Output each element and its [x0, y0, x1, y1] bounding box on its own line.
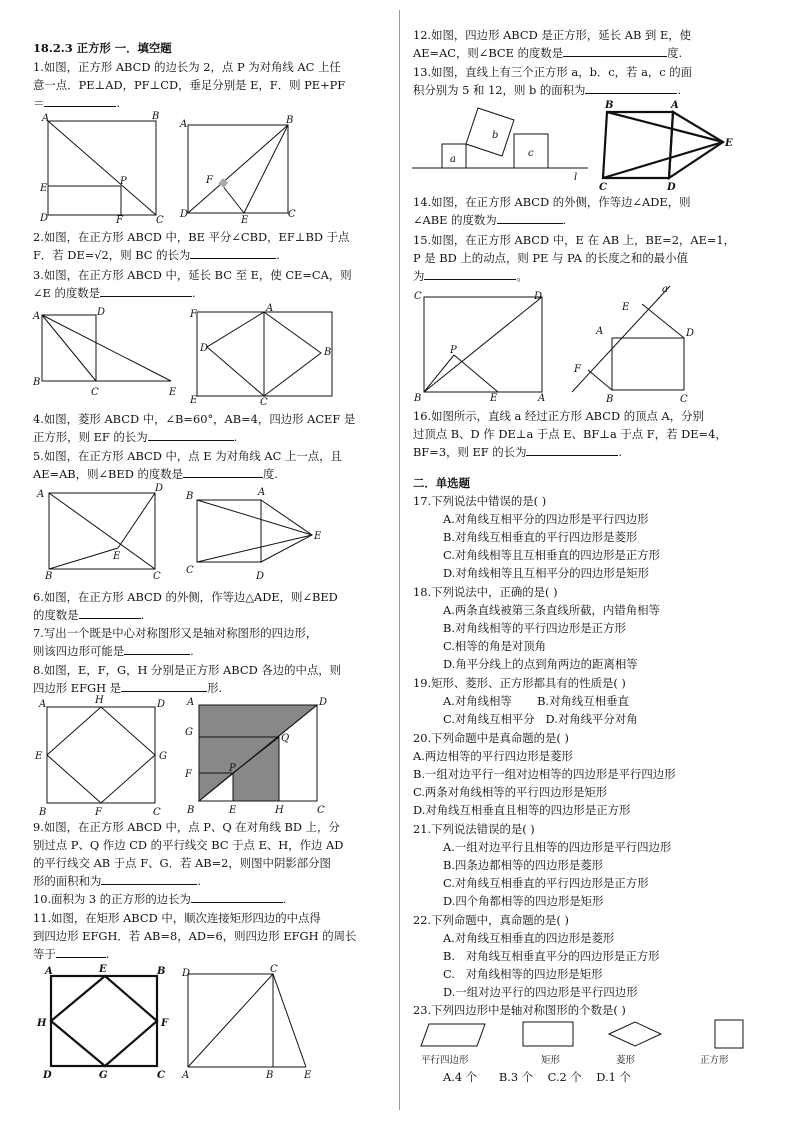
q19-stem: 19.矩形、菱形、正方形都具有的性质是( )	[413, 676, 626, 690]
answer-blank[interactable]	[563, 44, 667, 57]
svg-text:E: E	[314, 531, 322, 542]
q3-line1: 3.如图，在正方形 ABCD 中，延长 BC 至 E，使 CE=CA，则	[33, 268, 352, 282]
svg-text:A: A	[37, 489, 45, 500]
svg-text:A: A	[33, 311, 41, 322]
svg-text:C: C	[599, 182, 607, 193]
svg-text:H: H	[275, 805, 284, 816]
q10-line: 10.面积为 3 的正方形的边长为 .	[33, 892, 287, 906]
figure-q9-shaded-square	[183, 695, 333, 817]
q20-option-b[interactable]: B.一组对边平行一组对边相等的四边形是平行四边形	[413, 767, 676, 781]
answer-blank[interactable]	[121, 679, 207, 692]
q22-stem: 22.下列命题中，真命题的是( )	[413, 913, 569, 927]
q11-line1: 11.如图，在矩形 ABCD 中，顺次连接矩形四边的中点得	[33, 911, 321, 925]
q20-option-a[interactable]: A.两边相等的平行四边形是菱形	[413, 749, 573, 763]
q19-options-cd[interactable]: C.对角线互相平分 D.对角线平分对角	[443, 712, 638, 726]
answer-blank[interactable]	[585, 81, 677, 94]
svg-text:E: E	[99, 964, 107, 975]
svg-text:C: C	[317, 805, 325, 816]
q13-line1: 13.如图，直线上有三个正方形 a，b．c，若 a，c 的面	[413, 65, 693, 79]
svg-text:F: F	[161, 1018, 169, 1029]
q17-option-d[interactable]: D.对角线相等且互相平分的四边形是矩形	[443, 566, 649, 580]
svg-text:B: B	[186, 491, 194, 502]
q8-line1: 8.如图，E，F，G，H 分别是正方形 ABCD 各边的中点，则	[33, 663, 342, 677]
svg-text:A: A	[180, 119, 188, 130]
figure-q6-square-equilateral	[180, 483, 330, 583]
svg-text:l: l	[574, 172, 578, 183]
svg-text:c: c	[528, 148, 534, 159]
svg-text:F: F	[185, 769, 192, 780]
q17-option-b[interactable]: B.对角线互相垂直的平行四边形是菱形	[443, 530, 638, 544]
svg-text:A: A	[187, 697, 195, 708]
svg-text:D: D	[40, 213, 49, 224]
answer-blank[interactable]	[100, 284, 192, 297]
answer-blank[interactable]	[124, 642, 190, 655]
svg-text:b: b	[492, 130, 499, 141]
svg-text:C: C	[156, 215, 164, 226]
svg-text:A: A	[538, 393, 546, 404]
svg-text:A: A	[45, 966, 53, 977]
svg-text:E: E	[113, 551, 121, 562]
q21-option-b[interactable]: B.四条边都相等的四边形是菱形	[443, 858, 604, 872]
svg-text:P: P	[450, 345, 457, 356]
svg-text:H: H	[95, 695, 104, 706]
q16-line2: 过顶点 B、D 作 DE⊥a 于点 E、BF⊥a 于点 F，若 DE=4，	[413, 427, 727, 441]
svg-text:D: D	[686, 328, 695, 339]
svg-text:F: F	[116, 215, 123, 226]
q20-option-c[interactable]: C.两条对角线相等的平行四边形是矩形	[413, 785, 608, 799]
svg-text:D: D	[200, 343, 209, 354]
answer-blank[interactable]	[424, 267, 516, 280]
q23-stem: 23.下列四边形中是轴对称图形的个数是( )	[413, 1003, 626, 1017]
q18-stem: 18.下列说法中，正确的是( )	[413, 585, 558, 599]
q9-line1: 9.如图，在正方形 ABCD 中，点 P、Q 在对角线 BD 上，分	[33, 820, 340, 834]
q22-option-c[interactable]: C. 对角线相等的四边形是矩形	[443, 967, 603, 981]
figure-q23-shapes	[413, 1018, 753, 1052]
q16-line1: 16.如图所示，直线 a 经过正方形 ABCD 的顶点 A，分别	[413, 409, 704, 423]
q1-line2: 意一点．PE⊥AD，PF⊥CD，垂足分别是 E，F．则 PE+PF	[33, 78, 346, 92]
figure-q13-squares-on-line	[410, 100, 590, 190]
svg-text:D: D	[534, 291, 543, 302]
q21-option-a[interactable]: A.一组对边平行且相等的四边形是平行四边形	[443, 840, 672, 854]
svg-text:F: F	[190, 309, 197, 320]
q4-line1: 4.如图，菱形 ABCD 中，∠B=60°，AB=4，四边形 ACEF 是	[33, 412, 356, 426]
svg-text:E: E	[622, 302, 630, 313]
q9-line4: 形的面积和为 .	[33, 874, 201, 888]
parallelogram-shape	[421, 1024, 485, 1046]
section-title: 18.2.3 正方形 一．填空题	[33, 41, 172, 55]
figure-q3-extended-square	[33, 305, 183, 397]
svg-text:C: C	[260, 397, 268, 408]
svg-text:B: B	[324, 347, 332, 358]
svg-text:E: E	[304, 1070, 312, 1081]
rectangle-shape	[523, 1022, 573, 1046]
q18-option-a[interactable]: A.两条直线被第三条直线所截，内错角相等	[443, 603, 660, 617]
svg-text:C: C	[157, 1070, 165, 1081]
svg-text:B: B	[606, 394, 614, 405]
svg-text:A: A	[671, 100, 679, 111]
svg-text:C: C	[153, 807, 161, 818]
svg-text:D: D	[43, 1070, 52, 1081]
svg-text:C: C	[414, 291, 422, 302]
q14-line1: 14.如图，在正方形 ABCD 的外侧，作等边∠ADE，则	[413, 195, 691, 209]
svg-text:G: G	[99, 1070, 108, 1081]
q19-options-ab[interactable]: A.对角线相等 B.对角线互相垂直	[443, 694, 629, 708]
q12-line1: 12.如图，四边形 ABCD 是正方形，延长 AB 到 E，使	[413, 28, 692, 42]
svg-text:G: G	[185, 727, 193, 738]
svg-text:B: B	[39, 807, 47, 818]
svg-text:E: E	[229, 805, 237, 816]
q6-line2: 的度数是 .	[33, 608, 145, 622]
shape-label-parallelogram: 平行四边形	[421, 1055, 469, 1066]
answer-blank[interactable]	[183, 465, 263, 478]
svg-text:C: C	[186, 565, 194, 576]
q5-line2: AE=AB，则∠BED 的度数是 度.	[33, 467, 279, 481]
figure-q1-square-diagonal	[40, 111, 170, 226]
q2-line1: 2.如图，在正方形 ABCD 中，BE 平分∠CBD，EF⊥BD 于点	[33, 230, 350, 244]
q21-option-d[interactable]: D.四个角都相等的四边形是矩形	[443, 894, 604, 908]
q1-line1: 1.如图，正方形 ABCD 的边长为 2，点 P 为对角线 AC 上任	[33, 60, 341, 74]
answer-blank[interactable]	[44, 94, 116, 107]
answer-blank[interactable]	[148, 428, 234, 441]
figure-q15-square-diagonal	[410, 287, 560, 403]
q5-line1: 5.如图，在正方形 ABCD 中，点 E 为对角线 AC 上一点，且	[33, 449, 342, 463]
svg-text:B: B	[33, 377, 41, 388]
svg-text:C: C	[680, 394, 688, 405]
svg-text:B: B	[286, 115, 294, 126]
svg-text:E: E	[725, 138, 733, 149]
figure-q14-square-equilateral	[597, 100, 747, 194]
svg-text:E: E	[190, 395, 198, 406]
figure-q8-midpoint-square	[33, 695, 173, 818]
q22-option-d[interactable]: D.一组对边平行的四边形是平行四边形	[443, 985, 638, 999]
answer-blank[interactable]	[191, 890, 283, 903]
q15-line2: P 是 BD 上的动点，则 PE 与 PA 的长度之和的最小值	[413, 251, 688, 265]
q9-line3: 的平行线交 AB 于点 F、G．若 AB=2，则图中阴影部分图	[33, 856, 331, 870]
q17-stem: 17.下列说法中错误的是( )	[413, 494, 547, 508]
svg-text:D: D	[182, 968, 191, 979]
q14-line2: ∠ABE 的度数为 .	[413, 213, 567, 227]
answer-blank[interactable]	[497, 211, 563, 224]
answer-blank[interactable]	[79, 606, 141, 619]
figure-q5-square-point-e	[33, 483, 173, 583]
svg-text:A: A	[266, 303, 274, 314]
svg-text:C: C	[91, 387, 99, 398]
svg-text:B: B	[152, 111, 160, 122]
svg-text:C: C	[270, 964, 278, 975]
svg-text:E: E	[490, 393, 498, 404]
svg-text:A: A	[258, 487, 266, 498]
svg-text:B: B	[187, 805, 195, 816]
q11-line2: 到四边形 EFGH．若 AB=8，AD=6，则四边形 EFGH 的周长	[33, 929, 357, 943]
section-title-2: 二．单选题	[413, 476, 470, 490]
svg-text:a: a	[450, 154, 456, 165]
svg-text:a: a	[662, 284, 668, 295]
answer-blank[interactable]	[56, 945, 106, 958]
svg-text:C: C	[288, 209, 296, 220]
q23-options[interactable]: A.4 个 B.3 个 C.2 个 D.1 个	[443, 1070, 631, 1084]
svg-text:D: D	[256, 571, 265, 582]
svg-text:D: D	[667, 182, 676, 193]
svg-text:D: D	[319, 697, 328, 708]
svg-text:F: F	[574, 364, 581, 375]
svg-text:P: P	[229, 763, 236, 774]
q12-line2: AE=AC，则∠BCE 的度数是 度.	[413, 46, 683, 60]
svg-text:E: E	[40, 183, 48, 194]
svg-text:F: F	[95, 807, 102, 818]
svg-text:B: B	[605, 100, 614, 111]
svg-text:H: H	[37, 1018, 47, 1029]
svg-text:D: D	[155, 483, 164, 494]
q7-line2: 则该四边形可能是 .	[33, 644, 194, 658]
q2-line2: F．若 DE=√2，则 BC 的长为 .	[33, 248, 280, 262]
column-divider	[399, 10, 400, 1110]
answer-blank[interactable]	[190, 246, 276, 259]
q13-line2: 积分别为 5 和 12，则 b 的面积为 .	[413, 83, 682, 97]
q8-line2: 四边形 EFGH 是 形.	[33, 681, 223, 695]
q6-line1: 6.如图，在正方形 ABCD 的外侧，作等边△ADE，则∠BED	[33, 590, 338, 604]
figure-q11-rectangle-midpoints	[33, 962, 173, 1081]
q21-stem: 21.下列说法错误的是( )	[413, 822, 535, 836]
figure-q2-square-bisector	[176, 113, 306, 226]
shape-label-rectangle: 矩形	[541, 1055, 561, 1066]
q21-option-c[interactable]: C.对角线互相垂直的平行四边形是正方形	[443, 876, 649, 890]
svg-text:E: E	[169, 387, 177, 398]
figure-q12-square-extended	[180, 962, 330, 1081]
figure-q16-line-through-square	[566, 282, 716, 404]
q1-line3: ＝ .	[33, 96, 121, 110]
q4-line2: 正方形，则 EF 的长为 .	[33, 430, 238, 444]
svg-text:B: B	[157, 966, 166, 977]
shape-label-rhombus: 菱形	[616, 1055, 636, 1066]
svg-text:F: F	[206, 175, 213, 186]
svg-text:A: A	[182, 1070, 190, 1081]
svg-text:C: C	[153, 571, 161, 582]
rhombus-shape	[609, 1022, 661, 1046]
svg-text:D: D	[180, 209, 189, 220]
q18-option-d[interactable]: D.角平分线上的点到角两边的距离相等	[443, 657, 638, 671]
q20-stem: 20.下列命题中是真命题的是( )	[413, 731, 569, 745]
q16-line3: BF=3，则 EF 的长为 .	[413, 445, 623, 459]
q7-line1: 7.写出一个既是中心对称图形又是轴对称图形的四边形，	[33, 626, 318, 640]
svg-text:D: D	[97, 307, 106, 318]
svg-text:A: A	[42, 113, 50, 124]
q15-line1: 15.如图，在正方形 ABCD 中，E 在 AB 上，BE=2，AE=1，	[413, 233, 736, 247]
answer-blank[interactable]	[101, 872, 197, 885]
square-shape	[715, 1020, 743, 1048]
q11-line3: 等于 .	[33, 947, 110, 961]
svg-text:A: A	[596, 326, 604, 337]
q18-option-b[interactable]: B.对角线相等的平行四边形是正方形	[443, 621, 626, 635]
svg-text:A: A	[39, 699, 47, 710]
svg-text:B: B	[414, 393, 422, 404]
q22-option-a[interactable]: A.对角线互相垂直的四边形是菱形	[443, 931, 615, 945]
q17-option-c[interactable]: C.对角线相等且互相垂直的四边形是正方形	[443, 548, 660, 562]
q15-line3: 为 。	[413, 269, 528, 283]
q17-option-a[interactable]: A.对角线互相平分的四边形是平行四边形	[443, 512, 649, 526]
svg-text:G: G	[159, 751, 167, 762]
q20-option-d[interactable]: D.对角线互相垂直且相等的四边形是正方形	[413, 803, 631, 817]
svg-text:P: P	[120, 176, 127, 187]
answer-blank[interactable]	[526, 443, 618, 456]
q3-line2: ∠E 的度数是 .	[33, 286, 196, 300]
q18-option-c[interactable]: C.相等的角是对顶角	[443, 639, 547, 653]
svg-text:B: B	[45, 571, 53, 582]
shape-label-square: 正方形	[700, 1055, 729, 1066]
figure-q4-rhombus-square	[190, 303, 350, 408]
svg-text:E: E	[241, 215, 249, 226]
svg-text:D: D	[157, 699, 166, 710]
q22-option-b[interactable]: B. 对角线互相垂直平分的四边形是正方形	[443, 949, 660, 963]
svg-text:Q: Q	[281, 733, 290, 744]
q9-line2: 别过点 P、Q 作边 CD 的平行线交 BC 于点 E、H，作边 AD	[33, 838, 344, 852]
svg-text:E: E	[35, 751, 43, 762]
svg-text:B: B	[266, 1070, 274, 1081]
